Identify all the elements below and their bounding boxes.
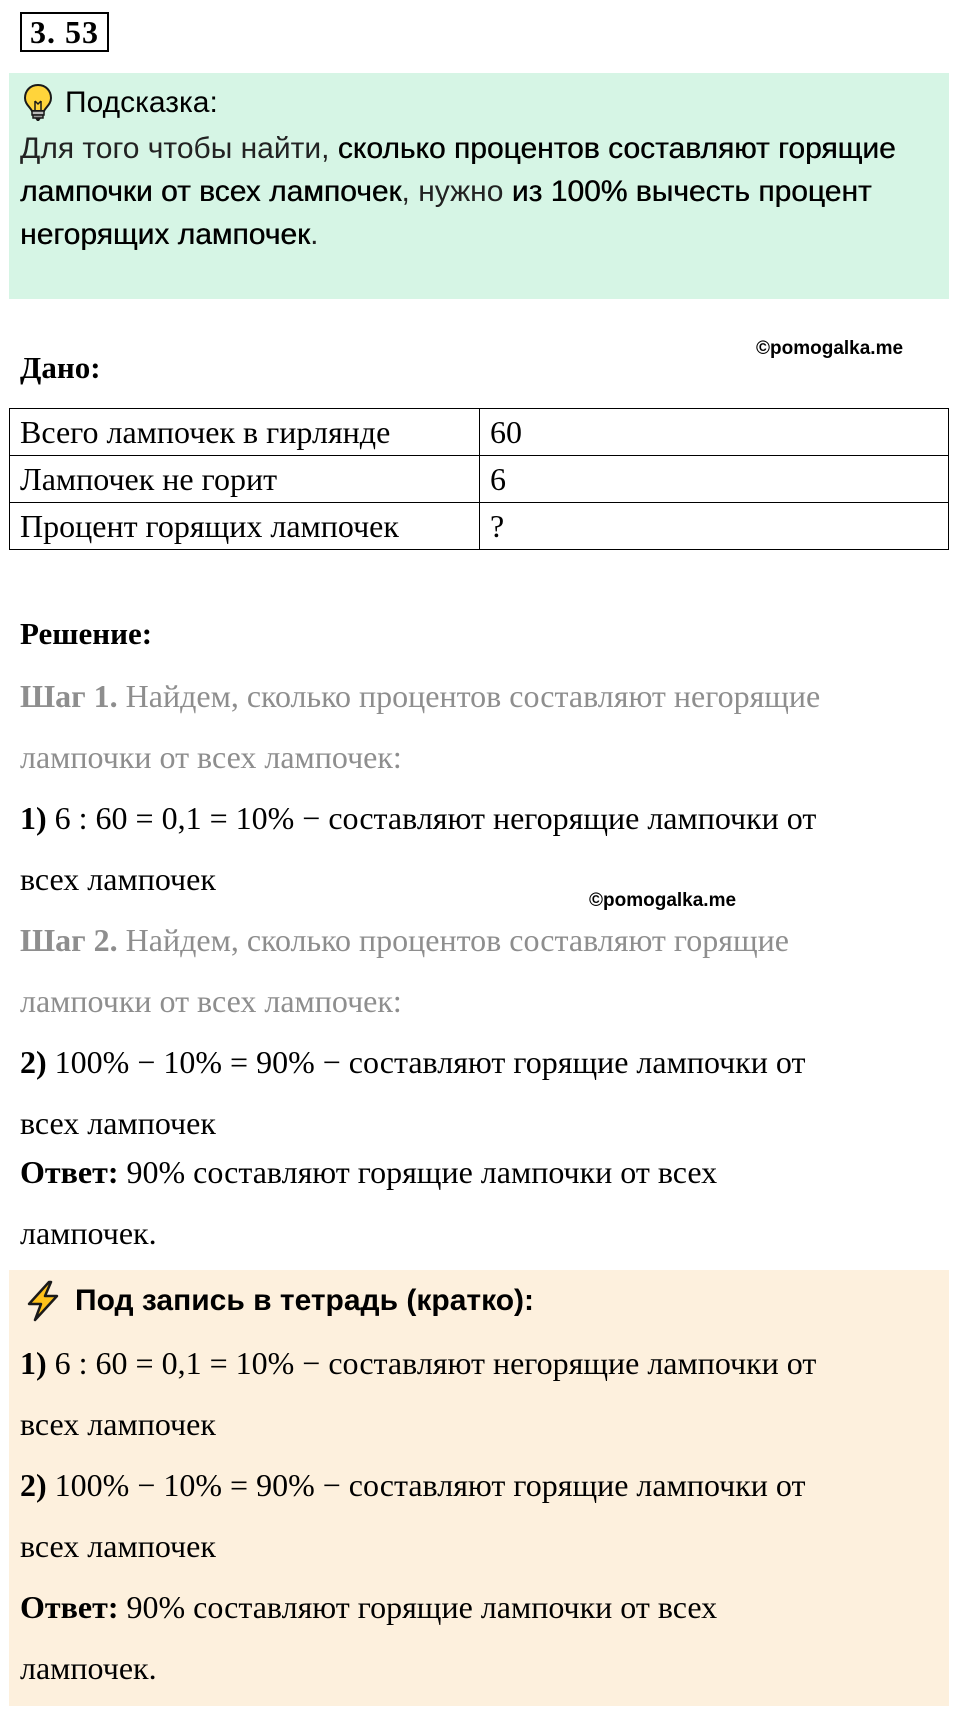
calc1-label: 1) bbox=[20, 800, 47, 836]
table-cell: Лампочек не горит bbox=[10, 456, 480, 503]
table-cell: Всего лампочек в гирлянде bbox=[10, 409, 480, 456]
solution-heading: Решение: bbox=[20, 616, 153, 651]
notebook-calc2-line-continued: всех лампочек bbox=[20, 1528, 216, 1564]
problem-number: 3. 53 bbox=[20, 12, 109, 52]
notebook-answer-text: 90% составляют горящие лампочки от всех bbox=[118, 1589, 718, 1625]
watermark: ©pomogalka.me bbox=[589, 890, 737, 911]
step1-text: Найдем, сколько процентов составляют негорящие bbox=[117, 678, 821, 714]
notebook-answer-line-continued: лампочек. bbox=[20, 1650, 157, 1686]
watermark: ©pomogalka.me bbox=[756, 338, 904, 359]
hint-box bbox=[9, 73, 949, 299]
hint-title-row bbox=[23, 83, 218, 123]
notebook-calc2-label: 2) bbox=[20, 1467, 47, 1503]
calc2-line-continued: всех лампочек bbox=[20, 1105, 216, 1141]
notebook-calc1-line bbox=[20, 1343, 940, 1383]
notebook-calc1-line-continued: всех лампочек bbox=[20, 1406, 216, 1442]
notebook-box bbox=[9, 1270, 949, 1706]
calc2-line bbox=[20, 1042, 940, 1082]
step2-text: Найдем, сколько процентов составляют горящие bbox=[117, 922, 789, 958]
calc1-line bbox=[20, 798, 940, 838]
step1-line-continued: лампочки от всех лампочек: bbox=[20, 739, 402, 775]
hint-text-emphasis: сколько процентов составляют горящие лампочки от всех лампочек bbox=[20, 132, 896, 208]
hint-text-part: Для того чтобы найти, bbox=[20, 132, 338, 165]
notebook-calc1-text: 6 : 60 = 0,1 = 10% − составляют негорящие лампочки от bbox=[46, 1345, 817, 1381]
step2-label: Шаг 2. bbox=[20, 922, 118, 958]
hint-text-part: . bbox=[310, 218, 319, 251]
calc1-text: 6 : 60 = 0,1 = 10% − составляют негорящие лампочки от bbox=[46, 800, 817, 836]
notebook-title-row bbox=[23, 1278, 534, 1324]
calc1-line-continued: всех лампочек bbox=[20, 861, 216, 897]
notebook-answer-label: Ответ: bbox=[20, 1589, 119, 1625]
hint-text bbox=[20, 127, 945, 256]
hint-title: Подсказка: bbox=[65, 86, 218, 119]
table-cell: ? bbox=[480, 503, 949, 550]
step1-label: Шаг 1. bbox=[20, 678, 118, 714]
table-cell: 6 bbox=[480, 456, 949, 503]
table-row bbox=[10, 409, 949, 456]
given-heading: Дано: bbox=[20, 350, 101, 385]
step2-line-continued: лампочки от всех лампочек: bbox=[20, 983, 402, 1019]
table-row bbox=[10, 456, 949, 503]
step2-line bbox=[20, 920, 940, 960]
notebook-title: Под запись в тетрадь (кратко): bbox=[75, 1284, 535, 1317]
hint-text-emphasis: из 100% вычесть процент негорящих лампочек bbox=[20, 175, 872, 251]
table-cell: Процент горящих лампочек bbox=[10, 503, 480, 550]
notebook-answer-line bbox=[20, 1587, 940, 1627]
answer-text: 90% составляют горящие лампочки от всех bbox=[118, 1154, 718, 1190]
notebook-calc2-line bbox=[20, 1465, 940, 1505]
calc2-label: 2) bbox=[20, 1044, 47, 1080]
hint-text-part: , нужно bbox=[401, 175, 512, 208]
calc2-text: 100% − 10% = 90% − составляют горящие лампочки от bbox=[46, 1044, 806, 1080]
answer-label: Ответ: bbox=[20, 1154, 119, 1190]
given-table bbox=[9, 408, 949, 550]
notebook-calc1-label: 1) bbox=[20, 1345, 47, 1381]
notebook-calc2-text: 100% − 10% = 90% − составляют горящие лампочки от bbox=[46, 1467, 806, 1503]
lightbulb-icon bbox=[23, 83, 53, 123]
lightning-icon bbox=[23, 1280, 63, 1322]
table-row bbox=[10, 503, 949, 550]
step1-line bbox=[20, 676, 940, 716]
table-cell: 60 bbox=[480, 409, 949, 456]
answer-line bbox=[20, 1152, 940, 1192]
answer-line-continued: лампочек. bbox=[20, 1215, 157, 1251]
